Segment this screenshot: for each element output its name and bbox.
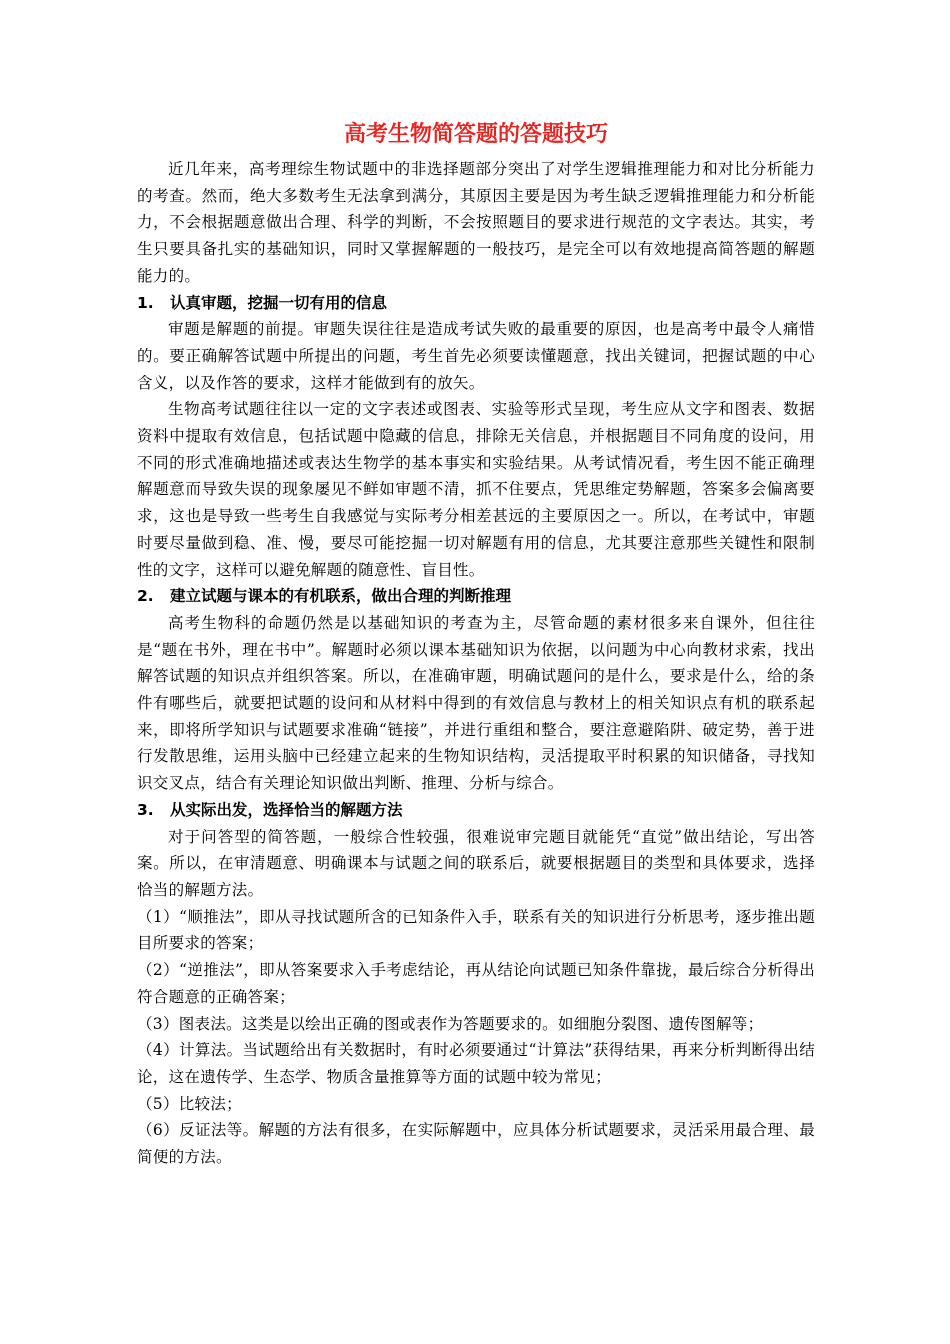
- method-item: （6）反证法等。解题的方法有很多，在实际解题中，应具体分析试题要求，灵活采用最合理、最简便的方法。: [137, 1121, 815, 1167]
- body-paragraph: 审题是解题的前提。审题失误往往是造成考试失败的最重要的原因，也是高考中最令人痛惜的。要正确解答试题中所提出的问题，考生首先必须要读懂题意，找出关键词，把握试题的中心含义，以及作答的要求，这样才能做到有的放矢。: [137, 320, 815, 392]
- section-number: 3.: [137, 800, 154, 819]
- body-paragraph: 对于问答型的简答题，一般综合性较强，很难说审完题目就能凭“直觉”做出结论，写出答案。所以，在审清题意、明确课本与试题之间的联系后，就要根据题目的类型和具体要求，选择恰当的解题方法。: [137, 827, 815, 899]
- section-heading-2: [137, 583, 815, 610]
- intro-paragraph: 近几年来，高考理综生物试题中的非选择题部分突出了对学生逻辑推理能力和对比分析能力的考查。然而，绝大多数考生无法拿到满分，其原因主要是因为考生缺乏逻辑推理能力和分析能力，不会根据题意做出合理、科学的判断，不会按照题目的要求进行规范的文字表达。其实，考生只要具备扎实的基础知识，同时又掌握解题的一般技巧，是完全可以有效地提高简答题的解题能力的。: [137, 160, 815, 285]
- section-number: 2.: [137, 587, 154, 606]
- section-heading-text: 建立试题与课本的有机联系，做出合理的判断推理: [170, 587, 512, 606]
- document-title: 高考生物简答题的答题技巧: [343, 122, 608, 147]
- method-item: （2）“逆推法”，即从答案要求入手考虑结论，再从结论向试题已知条件靠拢，最后综合分析得出符合题意的正确答案；: [137, 961, 815, 1006]
- section-heading-text: 认真审题，挖掘一切有用的信息: [170, 293, 388, 312]
- method-item: （1）“顺推法”，即从寻找试题所含的已知条件入手，联系有关的知识进行分析思考，逐步推出题目所要求的答案；: [137, 907, 815, 953]
- section-number: 1.: [137, 293, 154, 312]
- document-page: [137, 118, 815, 1171]
- body-paragraph: 高考生物科的命题仍然是以基础知识的考查为主，尽管命题的素材很多来自课外，但往往是“题在书外，理在书中”。解题时必须以课本基础知识为依据，以问题为中心向教材求索，找出解答试题的知识点并组织答案。所以，在准确审题，明确试题问的是什么，要求是什么，给的条件有哪些后，就要把试题的设问和从材料中得到的有效信息与教材上的相关知识点有机的联系起来，即将所学知识与试题要求准确“链接”，并进行重组和整合，要注意避陷阱、破定势，善于进行发散思维，运用头脑中已经建立起来的生物知识结构，灵活提取平时积累的知识储备，寻找知识交叉点，结合有关理论知识做出判断、推理、分析与综合。: [137, 613, 815, 793]
- method-item: （3）图表法。这类是以绘出正确的图或表作为答题要求的。如细胞分裂图、遗传图解等；: [137, 1014, 764, 1033]
- body-paragraph: 生物高考试题往往以一定的文字表述或图表、实验等形式呈现，考生应从文字和图表、数据资料中提取有效信息，包括试题中隐藏的信息，排除无关信息，并根据题目不同角度的设问，用不同的形式准确地描述或表达生物学的基本事实和实验结果。从考试情况看，考生因不能正确理解题意而导致失误的现象屡见不鲜如审题不清，抓不住要点，凭思维定势解题，答案多会偏离要求，这也是导致一些考生自我感觉与实际考分相差甚远的主要原因之一。所以，在考试中，审题时要尽量做到稳、准、慢，要尽可能挖掘一切对解题有用的信息，尤其要注意那些关键性和限制性的文字，这样可以避免解题的随意性、盲目性。: [137, 400, 815, 579]
- section-heading-1: [137, 290, 815, 317]
- method-item: （4）计算法。当试题给出有关数据时，有时必须要通过“计算法”获得结果，再来分析判断得出结论，这在遗传学、生态学、物质含量推算等方面的试题中较为常见；: [137, 1041, 815, 1086]
- method-item: （5）比较法；: [137, 1094, 242, 1113]
- section-heading-3: [137, 797, 815, 824]
- section-heading-text: 从实际出发，选择恰当的解题方法: [170, 800, 403, 819]
